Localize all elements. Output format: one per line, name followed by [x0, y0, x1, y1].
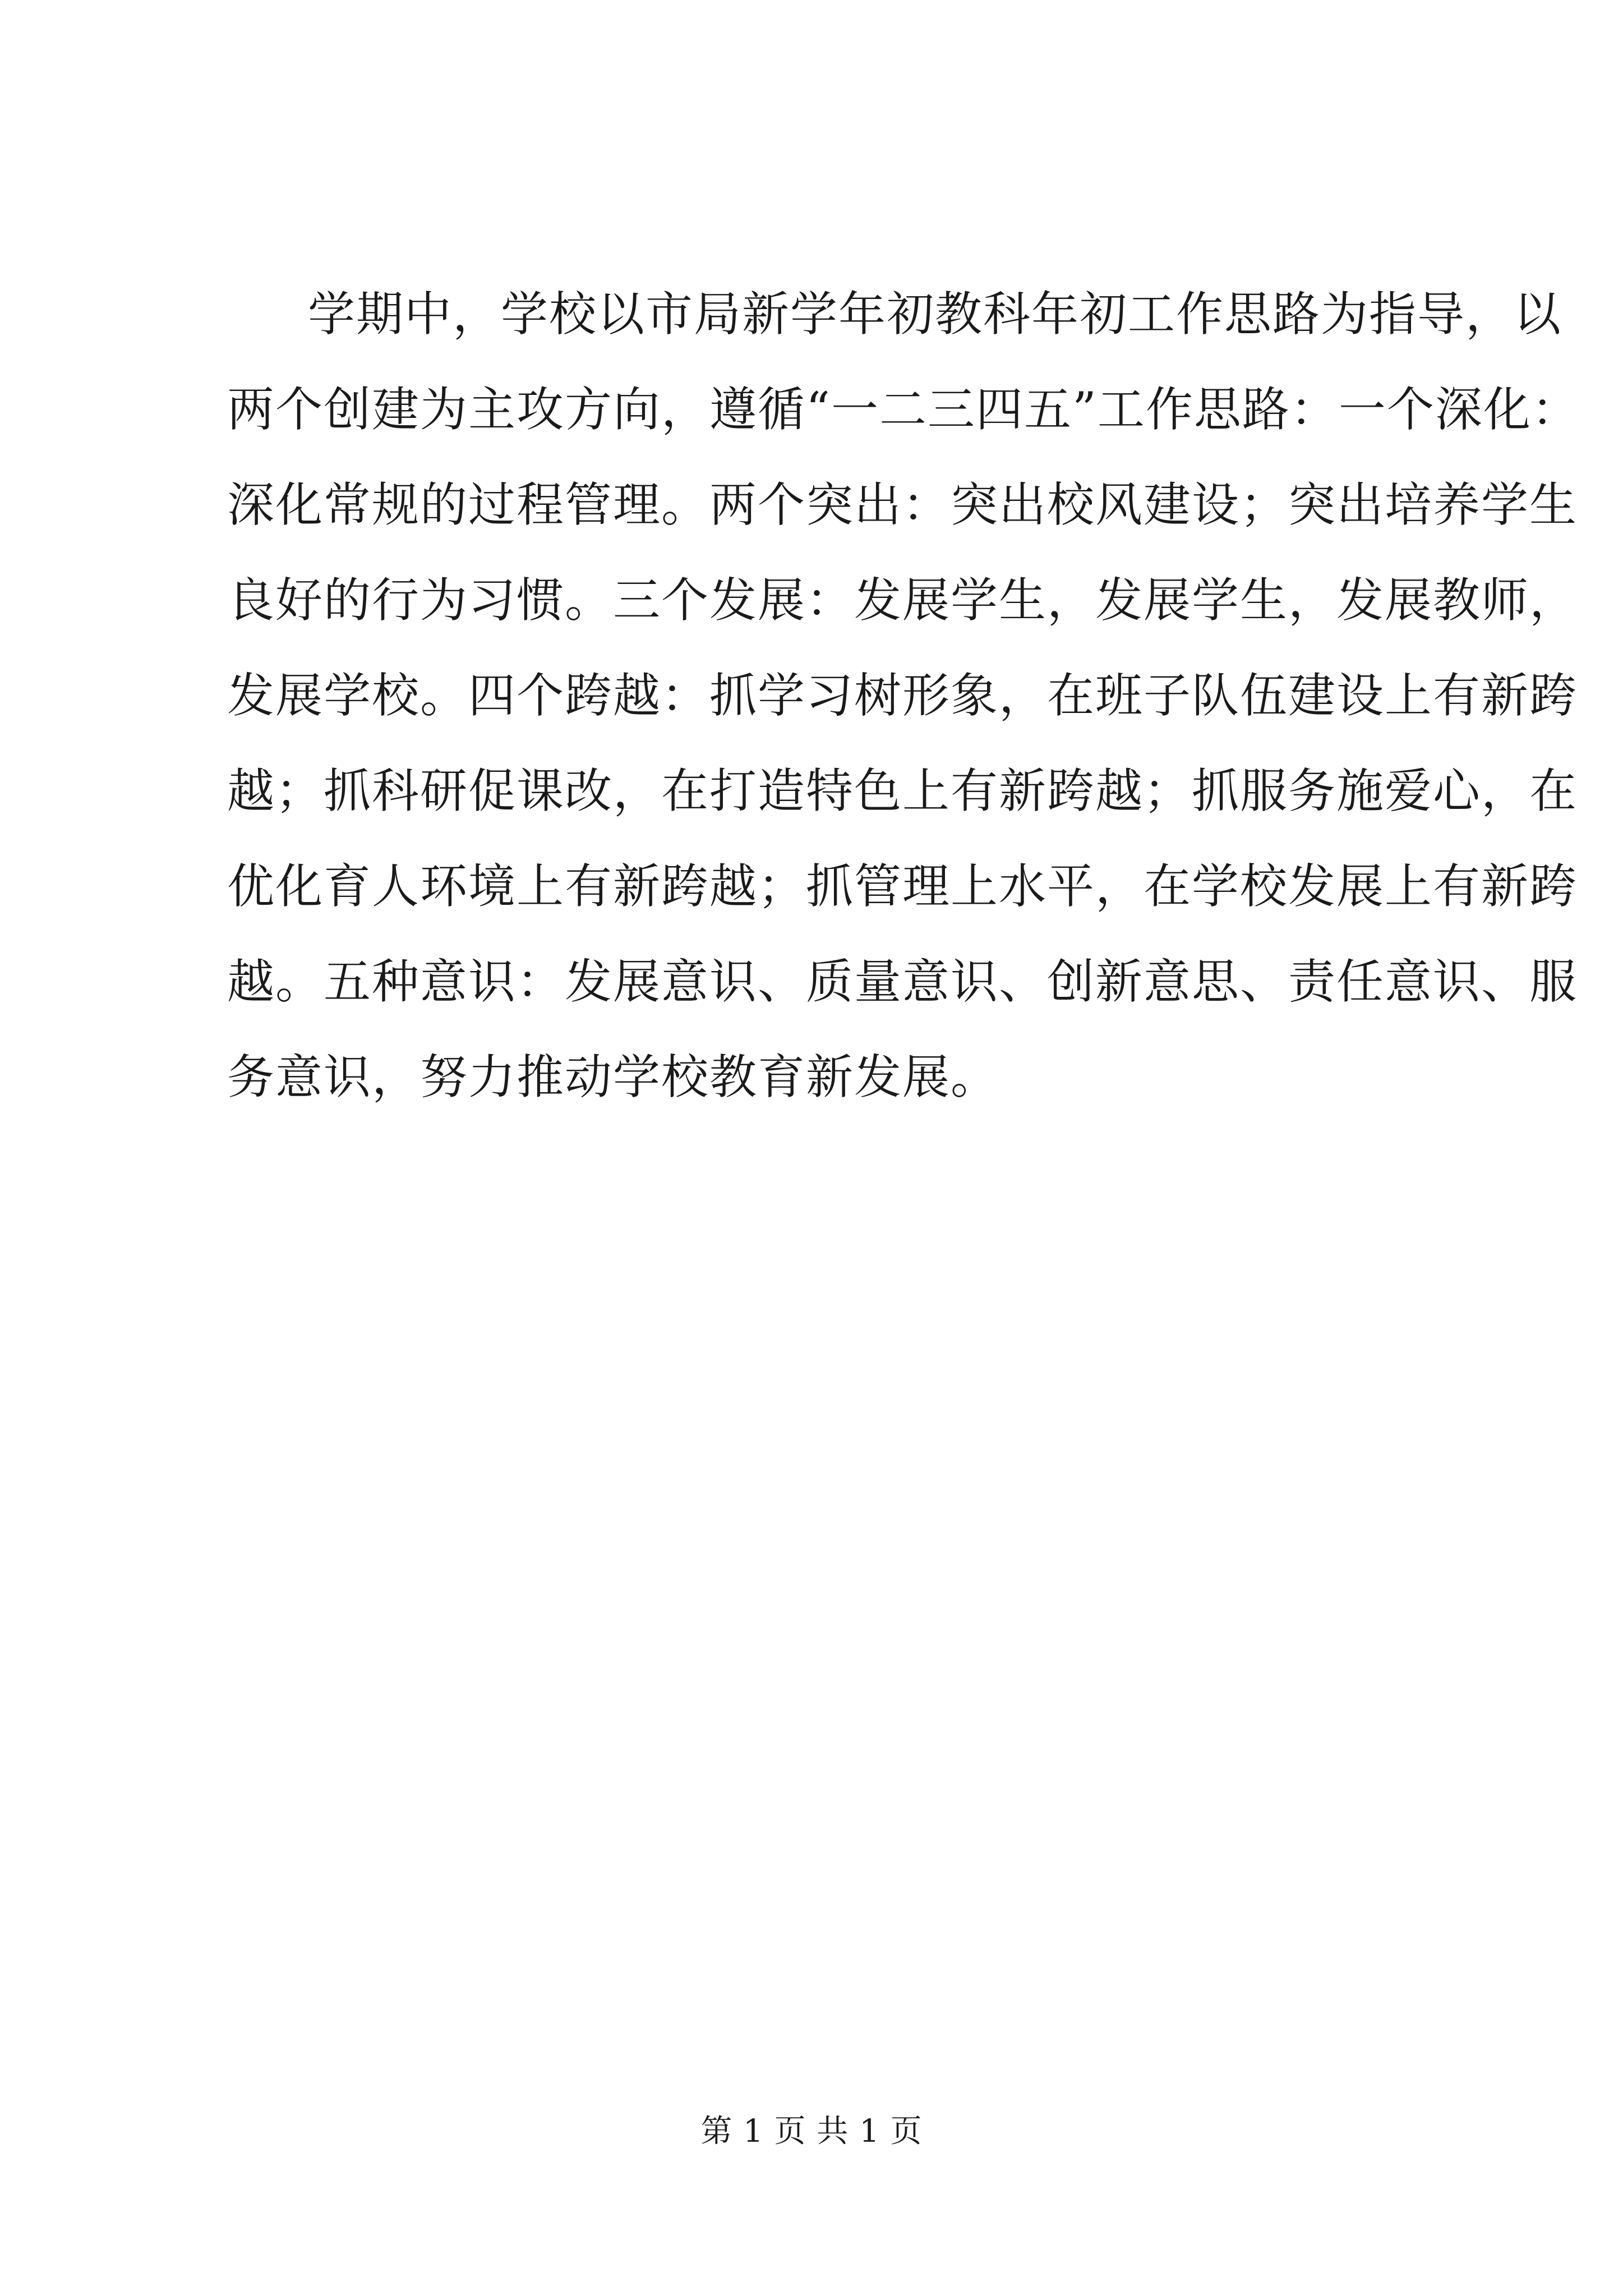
paragraph-line: 两个创建为主攻方向，遵循“一二三四五”工作思路：一个深化：: [227, 382, 1580, 437]
paragraph-line: 越。五种意识：发展意识、质量意识、创新意思、责任意识、服: [227, 954, 1578, 1009]
paragraph-line: 学期中，学校以市局新学年初教科年初工作思路为指导，以: [308, 287, 1562, 342]
page-footer: [0, 2109, 1623, 2154]
paragraph-line: 良好的行为习惯。三个发展：发展学生，发展学生，发展教师，: [227, 573, 1578, 628]
paragraph-line: 发展学校。四个跨越：抓学习树形象，在班子队伍建设上有新跨: [227, 668, 1578, 723]
paragraph-line: 越；抓科研促课改，在打造特色上有新跨越；抓服务施爱心，在: [227, 763, 1578, 818]
paragraph-line: 深化常规的过程管理。两个突出：突出校风建设；突出培养学生: [227, 477, 1578, 532]
page-number-label: 第 1 页 共 1 页: [700, 2113, 923, 2150]
paragraph-line: 务意识，努力推动学校教育新发展。: [227, 1050, 999, 1105]
paragraph-line: 优化育人环境上有新跨越；抓管理上水平，在学校发展上有新跨: [227, 859, 1578, 914]
body-paragraph: [227, 266, 1580, 1125]
